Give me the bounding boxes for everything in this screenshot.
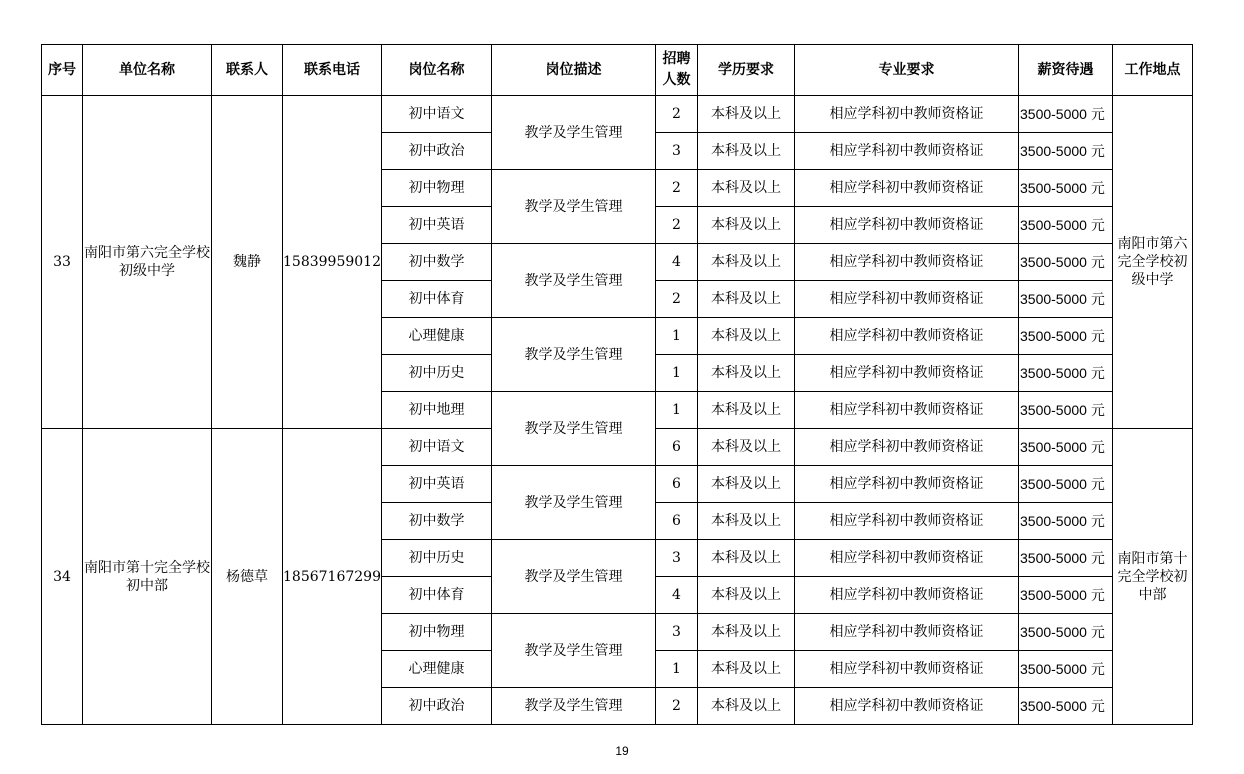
major-req: 相应学科初中教师资格证 — [795, 170, 1019, 207]
hire-count: 2 — [656, 207, 698, 244]
education-req: 本科及以上 — [698, 688, 795, 725]
hire-count: 6 — [656, 429, 698, 466]
header-salary: 薪资待遇 — [1019, 45, 1113, 96]
position-description: 教学及学生管理 — [492, 318, 656, 392]
hire-count: 2 — [656, 281, 698, 318]
salary: 3500-5000 元 — [1019, 688, 1113, 725]
salary: 3500-5000 元 — [1019, 614, 1113, 651]
position-description: 教学及学生管理 — [492, 244, 656, 318]
major-req: 相应学科初中教师资格证 — [795, 244, 1019, 281]
major-req: 相应学科初中教师资格证 — [795, 429, 1019, 466]
education-req: 本科及以上 — [698, 466, 795, 503]
contact-person: 魏静 — [212, 96, 283, 429]
position-description: 教学及学生管理 — [492, 96, 656, 170]
header-unit: 单位名称 — [83, 45, 212, 96]
header-index: 序号 — [42, 45, 83, 96]
unit-name: 南阳市第六完全学校初级中学 — [83, 96, 212, 429]
hire-count: 1 — [656, 318, 698, 355]
major-req: 相应学科初中教师资格证 — [795, 651, 1019, 688]
salary: 3500-5000 元 — [1019, 207, 1113, 244]
position-description: 教学及学生管理 — [492, 392, 656, 466]
hire-count: 2 — [656, 688, 698, 725]
major-req: 相应学科初中教师资格证 — [795, 355, 1019, 392]
major-req: 相应学科初中教师资格证 — [795, 614, 1019, 651]
salary: 3500-5000 元 — [1019, 429, 1113, 466]
salary: 3500-5000 元 — [1019, 540, 1113, 577]
salary: 3500-5000 元 — [1019, 651, 1113, 688]
header-count-line2: 人数 — [662, 72, 691, 88]
major-req: 相应学科初中教师资格证 — [795, 392, 1019, 429]
position-name: 初中政治 — [382, 133, 492, 170]
major-req: 相应学科初中教师资格证 — [795, 503, 1019, 540]
recruitment-table — [41, 44, 1193, 725]
group-index: 33 — [42, 96, 83, 429]
major-req: 相应学科初中教师资格证 — [795, 466, 1019, 503]
major-req: 相应学科初中教师资格证 — [795, 688, 1019, 725]
position-name: 初中体育 — [382, 281, 492, 318]
work-location: 南阳市第六完全学校初级中学 — [1113, 96, 1193, 429]
education-req: 本科及以上 — [698, 540, 795, 577]
position-name: 初中政治 — [382, 688, 492, 725]
position-name: 初中语文 — [382, 429, 492, 466]
salary: 3500-5000 元 — [1019, 170, 1113, 207]
position-name: 初中物理 — [382, 170, 492, 207]
education-req: 本科及以上 — [698, 281, 795, 318]
hire-count: 3 — [656, 614, 698, 651]
header-description: 岗位描述 — [492, 45, 656, 96]
hire-count: 1 — [656, 355, 698, 392]
major-req: 相应学科初中教师资格证 — [795, 318, 1019, 355]
education-req: 本科及以上 — [698, 614, 795, 651]
education-req: 本科及以上 — [698, 429, 795, 466]
education-req: 本科及以上 — [698, 503, 795, 540]
salary: 3500-5000 元 — [1019, 355, 1113, 392]
position-name: 心理健康 — [382, 318, 492, 355]
group-index: 34 — [42, 429, 83, 725]
header-contact: 联系人 — [212, 45, 283, 96]
position-name: 初中语文 — [382, 96, 492, 133]
position-name: 心理健康 — [382, 651, 492, 688]
education-req: 本科及以上 — [698, 133, 795, 170]
hire-count: 3 — [656, 540, 698, 577]
education-req: 本科及以上 — [698, 651, 795, 688]
contact-person: 杨德草 — [212, 429, 283, 725]
hire-count: 6 — [656, 466, 698, 503]
position-name: 初中体育 — [382, 577, 492, 614]
position-description: 教学及学生管理 — [492, 540, 656, 614]
education-req: 本科及以上 — [698, 96, 795, 133]
education-req: 本科及以上 — [698, 244, 795, 281]
major-req: 相应学科初中教师资格证 — [795, 540, 1019, 577]
education-req: 本科及以上 — [698, 355, 795, 392]
header-count — [656, 45, 698, 96]
education-req: 本科及以上 — [698, 392, 795, 429]
page-number: 19 — [615, 744, 629, 758]
position-name: 初中英语 — [382, 207, 492, 244]
header-major: 专业要求 — [795, 45, 1019, 96]
salary: 3500-5000 元 — [1019, 466, 1113, 503]
salary: 3500-5000 元 — [1019, 318, 1113, 355]
header-phone: 联系电话 — [283, 45, 382, 96]
major-req: 相应学科初中教师资格证 — [795, 577, 1019, 614]
table-row — [42, 96, 1193, 133]
hire-count: 4 — [656, 244, 698, 281]
position-name: 初中英语 — [382, 466, 492, 503]
major-req: 相应学科初中教师资格证 — [795, 207, 1019, 244]
hire-count: 1 — [656, 392, 698, 429]
position-name: 初中数学 — [382, 244, 492, 281]
header-location: 工作地点 — [1113, 45, 1193, 96]
salary: 3500-5000 元 — [1019, 392, 1113, 429]
hire-count: 1 — [656, 651, 698, 688]
header-education: 学历要求 — [698, 45, 795, 96]
work-location: 南阳市第十完全学校初中部 — [1113, 429, 1193, 725]
hire-count: 2 — [656, 170, 698, 207]
hire-count: 6 — [656, 503, 698, 540]
contact-phone: 18567167299 — [283, 429, 382, 725]
salary: 3500-5000 元 — [1019, 244, 1113, 281]
salary: 3500-5000 元 — [1019, 133, 1113, 170]
education-req: 本科及以上 — [698, 577, 795, 614]
hire-count: 4 — [656, 577, 698, 614]
position-description: 教学及学生管理 — [492, 466, 656, 540]
position-name: 初中历史 — [382, 540, 492, 577]
salary: 3500-5000 元 — [1019, 96, 1113, 133]
hire-count: 3 — [656, 133, 698, 170]
position-description: 教学及学生管理 — [492, 688, 656, 725]
salary: 3500-5000 元 — [1019, 281, 1113, 318]
major-req: 相应学科初中教师资格证 — [795, 96, 1019, 133]
position-name: 初中历史 — [382, 355, 492, 392]
salary: 3500-5000 元 — [1019, 503, 1113, 540]
education-req: 本科及以上 — [698, 170, 795, 207]
education-req: 本科及以上 — [698, 318, 795, 355]
contact-phone: 15839959012 — [283, 96, 382, 429]
education-req: 本科及以上 — [698, 207, 795, 244]
unit-name: 南阳市第十完全学校初中部 — [83, 429, 212, 725]
salary: 3500-5000 元 — [1019, 577, 1113, 614]
position-name: 初中物理 — [382, 614, 492, 651]
position-description: 教学及学生管理 — [492, 614, 656, 688]
major-req: 相应学科初中教师资格证 — [795, 281, 1019, 318]
header-row — [42, 45, 1193, 96]
header-count-line1: 招聘 — [662, 51, 691, 67]
header-position: 岗位名称 — [382, 45, 492, 96]
position-description: 教学及学生管理 — [492, 170, 656, 244]
major-req: 相应学科初中教师资格证 — [795, 133, 1019, 170]
hire-count: 2 — [656, 96, 698, 133]
position-name: 初中数学 — [382, 503, 492, 540]
position-name: 初中地理 — [382, 392, 492, 429]
